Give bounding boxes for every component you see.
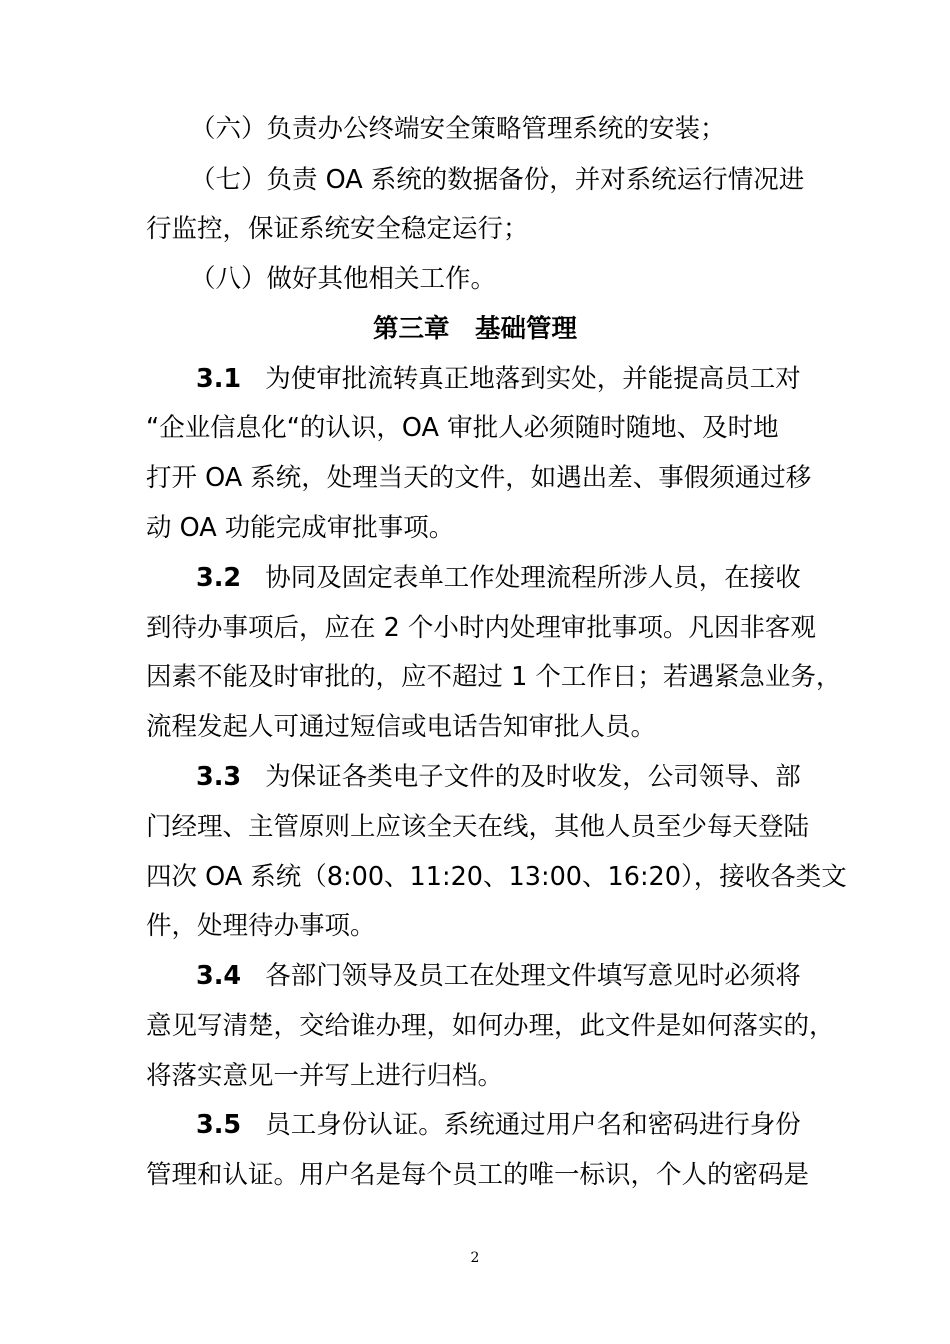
section-3-1-first-line (196, 362, 876, 396)
section-3-4-first-line (196, 959, 876, 993)
section-3-1-line: 动 OA 功能完成审批事项。 (146, 513, 455, 543)
section-3-2-line: 流程发起人可通过短信或电话告知审批人员。 (146, 712, 657, 742)
section-text: 为保证各类电子文件的及时收发，公司领导、部 (265, 762, 801, 792)
section-3-2-line: 因素不能及时审批的，应不超过 1 个工作日；若遇紧急业务， (146, 662, 842, 692)
section-3-5-line: 管理和认证。用户名是每个员工的唯一标识，个人的密码是 (146, 1160, 810, 1190)
list-item-8: （八）做好其他相关工作。 (190, 264, 497, 294)
section-3-3-line: 门经理、主管原则上应该全天在线，其他人员至少每天登陆 (146, 812, 810, 842)
section-text: 各部门领导及员工在处理文件填写意见时必须将 (265, 961, 801, 991)
section-3-1-line: “企业信息化“的认识，OA 审批人必须随时随地、及时地 (146, 413, 779, 443)
section-3-1-line: 打开 OA 系统，处理当天的文件，如遇出差、事假须通过移 (146, 463, 812, 493)
section-3-3-line: 件，处理待办事项。 (146, 911, 376, 941)
section-3-4-line: 意见写清楚，交给谁办理，如何办理，此文件是如何落实的， (146, 1011, 835, 1041)
chapter-title: 第三章 基础管理 (372, 314, 577, 344)
section-number: 3.1 (196, 364, 242, 394)
section-3-3-first-line (196, 760, 876, 794)
section-3-2-line: 到待办事项后，应在 2 个小时内处理审批事项。凡因非客观 (146, 613, 816, 643)
section-3-4-line: 将落实意见一并写上进行归档。 (146, 1061, 504, 1091)
section-text: 员工身份认证。系统通过用户名和密码进行身份 (265, 1110, 801, 1140)
page-number: 2 (470, 1250, 480, 1266)
section-number: 3.3 (196, 762, 242, 792)
section-number: 3.2 (196, 563, 242, 593)
list-item-6: （六）负责办公终端安全策略管理系统的安装； (190, 114, 726, 144)
list-item-7: （七）负责 OA 系统的数据备份，并对系统运行情况进 (190, 165, 805, 195)
list-item-7-continued: 行监控，保证系统安全稳定运行； (146, 214, 529, 244)
section-3-3-line: 四次 OA 系统（8:00、11:20、13:00、16:20），接收各类文 (146, 862, 847, 892)
section-text: 为使审批流转真正地落到实处，并能提高员工对 (265, 364, 801, 394)
section-number: 3.5 (196, 1110, 242, 1140)
section-3-5-first-line (196, 1108, 876, 1142)
section-3-2-first-line (196, 561, 876, 595)
section-text: 协同及固定表单工作处理流程所涉人员，在接收 (265, 563, 801, 593)
section-number: 3.4 (196, 961, 242, 991)
